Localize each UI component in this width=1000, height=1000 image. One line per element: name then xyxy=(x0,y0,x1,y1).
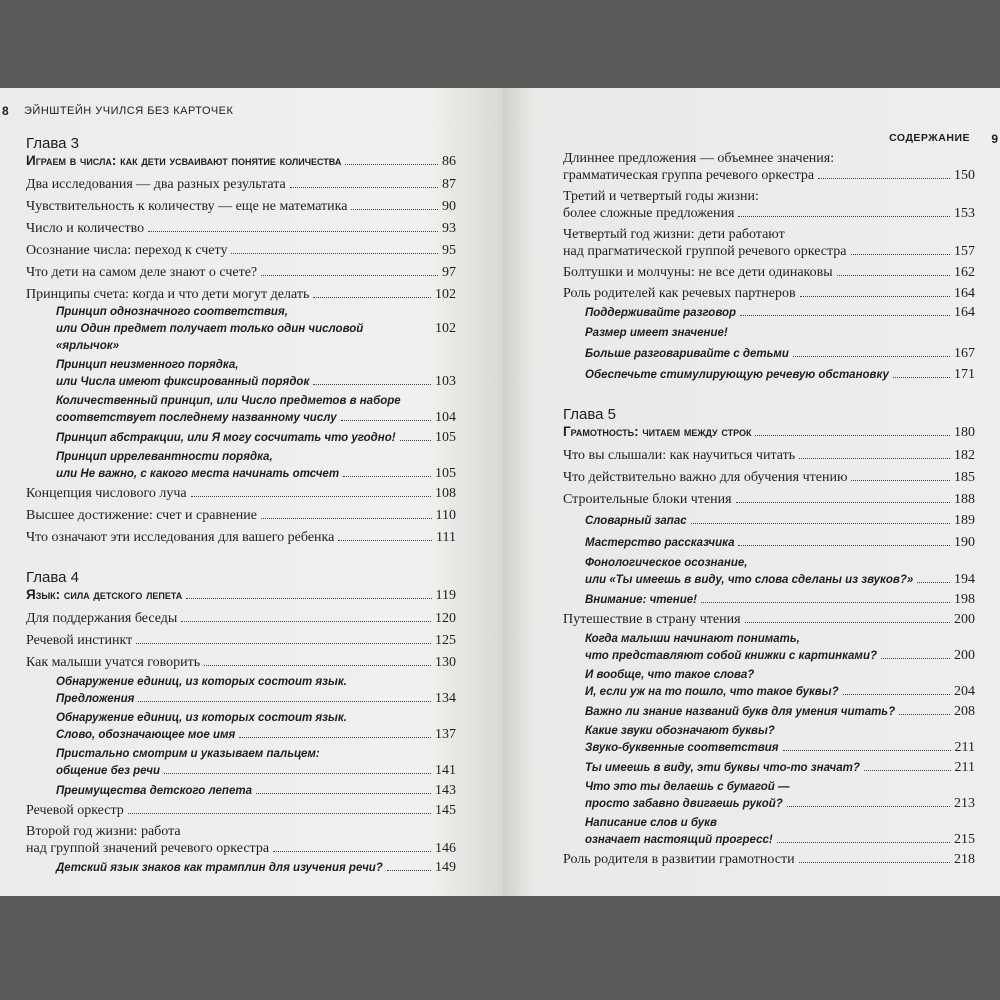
toc-entry[interactable]: Длиннее предложения — объемнее значения: грамматическая группа речевого оркестра 150 xyxy=(563,151,975,183)
toc-entry[interactable]: Болтушки и молчуны: не все дети одинаковы 162 xyxy=(563,265,975,280)
chapter-3-title[interactable]: Играем в числа: как дети усваивают понятие количества 86 xyxy=(26,153,456,169)
toc-subentry[interactable]: Словарный запас 189 xyxy=(585,513,975,528)
toc-subentry[interactable]: Написание слов и букв означает настоящий прогресс! 215 xyxy=(585,817,975,847)
toc-entry[interactable]: Строительные блоки чтения 188 xyxy=(563,492,975,507)
toc-subentry[interactable]: Принцип неизменного порядка, или Числа имеют фиксированный порядок 103 xyxy=(56,359,456,389)
left-page-number: 8 xyxy=(2,104,9,118)
toc-subentry[interactable]: Фонологическое осознание, или «Ты имеешь в виду, что слова сделаны из звуков?» 194 xyxy=(585,557,975,587)
toc-subentry[interactable]: Обнаружение единиц, из которых состоит язык. Слово, обозначающее мое имя 137 xyxy=(56,712,456,742)
chapter-5-label: Глава 5 xyxy=(563,406,617,423)
left-page xyxy=(0,88,503,896)
toc-subentry[interactable]: Детский язык знаков как трамплин для изучения речи? 149 xyxy=(56,860,456,875)
toc-subentry[interactable]: Размер имеет значение! xyxy=(585,327,728,339)
chapter-3-label: Глава 3 xyxy=(26,135,80,152)
toc-entry[interactable]: Роль родителя в развитии грамотности 218 xyxy=(563,852,975,867)
toc-entry[interactable]: Путешествие в страну чтения 200 xyxy=(563,612,975,627)
toc-subentry[interactable]: Пристально смотрим и указываем пальцем: общение без речи 141 xyxy=(56,748,456,778)
book-spread xyxy=(0,88,1000,896)
toc-entry[interactable]: Речевой инстинкт 125 xyxy=(26,633,456,648)
toc-entry[interactable]: Что означают эти исследования для вашего ребенка 111 xyxy=(26,530,456,545)
toc-subentry[interactable]: Принцип иррелевантности порядка, или Не важно, с какого места начинать отсчет 105 xyxy=(56,451,456,481)
chapter-4-label: Глава 4 xyxy=(26,569,80,586)
right-page-number: 9 xyxy=(991,132,998,146)
toc-subentry[interactable]: Ты имеешь в виду, эти буквы что-то значат? 211 xyxy=(585,760,975,775)
toc-entry[interactable]: Чувствительность к количеству — еще не математика 90 xyxy=(26,199,456,214)
toc-subentry[interactable]: Поддерживайте разговор 164 xyxy=(585,305,975,320)
toc-subentry[interactable]: Обеспечьте стимулирующую речевую обстановку 171 xyxy=(585,367,975,382)
toc-subentry[interactable]: Обнаружение единиц, из которых состоит язык. Предложения 134 xyxy=(56,676,456,706)
toc-entry[interactable]: Что дети на самом деле знают о счете? 97 xyxy=(26,265,456,280)
toc-entry[interactable]: Осознание числа: переход к счету 95 xyxy=(26,243,456,258)
right-running-head: СОДЕРЖАНИЕ xyxy=(889,132,970,144)
toc-entry[interactable]: Число и количество 93 xyxy=(26,221,456,236)
toc-subentry[interactable]: Принцип однозначного соответствия, или Один предмет получает только один числовой «ярлычок» 102 xyxy=(56,306,456,352)
toc-entry[interactable]: Для поддержания беседы 120 xyxy=(26,611,456,626)
toc-entry[interactable]: Принципы счета: когда и что дети могут делать 102 xyxy=(26,287,456,302)
toc-subentry[interactable]: Количественный принцип, или Число предметов в наборе соответствует последнему названному числу 104 xyxy=(56,395,456,425)
toc-entry[interactable]: Третий и четвертый годы жизни: более сложные предложения 153 xyxy=(563,189,975,221)
toc-entry[interactable]: Роль родителей как речевых партнеров 164 xyxy=(563,286,975,301)
toc-subentry[interactable]: Внимание: чтение! 198 xyxy=(585,592,975,607)
toc-entry[interactable]: Речевой оркестр 145 xyxy=(26,803,456,818)
toc-entry[interactable]: Два исследования — два разных результата 87 xyxy=(26,177,456,192)
toc-subentry[interactable]: Принцип абстракции, или Я могу сосчитать что угодно! 105 xyxy=(56,430,456,445)
chapter-4-title[interactable]: Язык: сила детского лепета 119 xyxy=(26,587,456,603)
toc-entry[interactable]: Что вы слышали: как научиться читать 182 xyxy=(563,448,975,463)
toc-entry[interactable]: Как малыши учатся говорить 130 xyxy=(26,655,456,670)
chapter-5-title[interactable]: Грамотность: читаем между строк 180 xyxy=(563,424,975,440)
toc-subentry[interactable]: Мастерство рассказчика 190 xyxy=(585,535,975,550)
toc-subentry[interactable]: Когда малыши начинают понимать, что представляют собой книжки с картинками? 200 xyxy=(585,633,975,663)
toc-entry[interactable]: Высшее достижение: счет и сравнение 110 xyxy=(26,508,456,523)
toc-subentry[interactable]: Какие звуки обозначают буквы? Звуко-буквенные соответствия 211 xyxy=(585,725,975,755)
toc-entry[interactable]: Что действительно важно для обучения чтению 185 xyxy=(563,470,975,485)
toc-entry[interactable]: Концепция числового луча 108 xyxy=(26,486,456,501)
right-page xyxy=(503,88,1000,896)
toc-entry[interactable]: Второй год жизни: работа над группой значений речевого оркестра 146 xyxy=(26,824,456,856)
toc-subentry[interactable]: Важно ли знание названий букв для умения читать? 208 xyxy=(585,704,975,719)
toc-subentry[interactable]: И вообще, что такое слова? И, если уж на то пошло, что такое буквы? 204 xyxy=(585,669,975,699)
toc-entry[interactable]: Четвертый год жизни: дети работают над прагматической группой речевого оркестра 157 xyxy=(563,227,975,259)
right-toc xyxy=(563,150,975,869)
toc-subentry[interactable]: Преимущества детского лепета 143 xyxy=(56,783,456,798)
left-running-head: ЭЙНШТЕЙН УЧИЛСЯ БЕЗ КАРТОЧЕК xyxy=(24,105,234,117)
toc-subentry[interactable]: Больше разговаривайте с детьми 167 xyxy=(585,346,975,361)
toc-subentry[interactable]: Что это ты делаешь с бумагой — просто забавно двигаешь рукой? 213 xyxy=(585,781,975,811)
left-toc xyxy=(26,135,456,877)
